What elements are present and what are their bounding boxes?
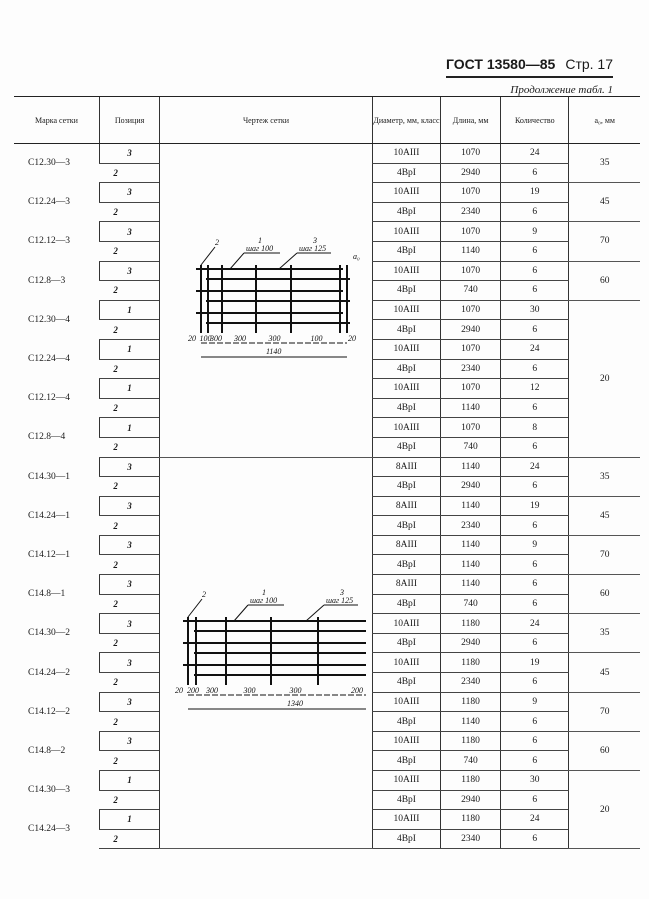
- diameter-cell: 4ВрI: [372, 751, 440, 771]
- diameter-cell: 10АIII: [372, 771, 440, 791]
- length-cell: 1180: [441, 692, 501, 712]
- dimension-label: 300: [243, 686, 256, 696]
- quantity-cell: 6: [501, 477, 569, 497]
- position-cell: 1: [99, 771, 159, 791]
- cover-cell: 35: [569, 144, 640, 183]
- length-cell: 1070: [441, 418, 501, 438]
- position-cell: 3: [99, 261, 159, 281]
- quantity-cell: 9: [501, 535, 569, 555]
- length-cell: 1180: [441, 771, 501, 791]
- column-header: Марка сетки: [14, 97, 99, 144]
- length-cell: 2940: [441, 633, 501, 653]
- position-cell: 3: [99, 575, 159, 595]
- length-cell: 740: [441, 751, 501, 771]
- position-cell: 2: [99, 633, 159, 653]
- dimension-label: 100: [199, 333, 212, 343]
- position-cell: 2: [99, 477, 159, 497]
- length-cell: 1140: [441, 496, 501, 516]
- position-cell: 3: [99, 614, 159, 634]
- mark-cell: С14.12—1: [28, 549, 70, 560]
- diameter-cell: 10АIII: [372, 183, 440, 203]
- diameter-cell: 8АIII: [372, 457, 440, 477]
- length-cell: 1180: [441, 653, 501, 673]
- position-cell: 2: [99, 163, 159, 183]
- quantity-cell: 6: [501, 712, 569, 732]
- length-cell: 1180: [441, 731, 501, 751]
- diameter-cell: 4ВрI: [372, 163, 440, 183]
- length-cell: 1070: [441, 261, 501, 281]
- quantity-cell: 19: [501, 183, 569, 203]
- length-cell: 2340: [441, 359, 501, 379]
- quantity-cell: 6: [501, 751, 569, 771]
- mark-cell: С12.24—4: [28, 354, 70, 365]
- mark-cell: С14.24—1: [28, 510, 70, 521]
- diameter-cell: 10АIII: [372, 144, 440, 164]
- position-cell: 2: [99, 359, 159, 379]
- quantity-cell: 6: [501, 320, 569, 340]
- dimension-label: 20: [175, 686, 184, 696]
- quantity-cell: 6: [501, 241, 569, 261]
- mesh-table: [14, 96, 640, 849]
- cover-cell: 45: [569, 183, 640, 222]
- position-cell: 3: [99, 183, 159, 203]
- position-cell: 3: [99, 144, 159, 164]
- diameter-cell: 4ВрI: [372, 673, 440, 693]
- quantity-cell: 6: [501, 261, 569, 281]
- mesh-drawing: [160, 457, 373, 849]
- cover-cell: 45: [569, 496, 640, 535]
- diameter-cell: 4ВрI: [372, 555, 440, 575]
- mark-cell: С14.30—2: [28, 628, 70, 639]
- table-continuation-note: Продолжение табл. 1: [510, 84, 613, 96]
- diameter-cell: 10АIII: [372, 418, 440, 438]
- position-cell: 2: [99, 594, 159, 614]
- cover-cell: 60: [569, 575, 640, 614]
- position-label: 3: [340, 588, 345, 598]
- length-cell: 1070: [441, 300, 501, 320]
- dimension-label: 200: [187, 686, 200, 696]
- cover-cell: 35: [569, 457, 640, 496]
- step-label: шаг 125: [326, 596, 354, 606]
- length-cell: 1180: [441, 614, 501, 634]
- standard-title: ГОСТ 13580—85: [445, 56, 556, 72]
- length-cell: 740: [441, 437, 501, 457]
- position-cell: 1: [99, 379, 159, 399]
- mark-cell: С14.24—3: [28, 824, 70, 835]
- position-cell: 2: [99, 555, 159, 575]
- position-cell: 1: [99, 339, 159, 359]
- diameter-cell: 4ВрI: [372, 398, 440, 418]
- position-cell: 2: [99, 712, 159, 732]
- table-header-row: [14, 97, 640, 144]
- position-cell: 2: [99, 281, 159, 301]
- position-cell: 1: [99, 418, 159, 438]
- position-cell: 1: [99, 300, 159, 320]
- mark-cell: С12.8—4: [28, 432, 66, 443]
- position-cell: 2: [99, 751, 159, 771]
- quantity-cell: 24: [501, 810, 569, 830]
- quantity-cell: 6: [501, 829, 569, 849]
- mark-cell: С14.24—2: [28, 667, 70, 678]
- diameter-cell: 10АIII: [372, 810, 440, 830]
- total-length-label: 1140: [266, 346, 282, 356]
- length-cell: 1140: [441, 555, 501, 575]
- diameter-cell: 4ВрI: [372, 790, 440, 810]
- diameter-cell: 4ВрI: [372, 516, 440, 536]
- diameter-cell: 10АIII: [372, 379, 440, 399]
- quantity-cell: 6: [501, 398, 569, 418]
- quantity-cell: 6: [501, 633, 569, 653]
- position-cell: 2: [99, 398, 159, 418]
- page-header: [446, 56, 613, 78]
- diameter-cell: 10АIII: [372, 692, 440, 712]
- mesh-drawing: [160, 144, 373, 458]
- cover-cell: 70: [569, 535, 640, 574]
- mark-cell: С12.30—3: [28, 158, 70, 169]
- length-cell: 2340: [441, 673, 501, 693]
- diameter-cell: 10АIII: [372, 731, 440, 751]
- diameter-cell: 4ВрI: [372, 241, 440, 261]
- position-cell: 1: [99, 810, 159, 830]
- quantity-cell: 6: [501, 575, 569, 595]
- quantity-cell: 6: [501, 437, 569, 457]
- dimension-label: 300: [210, 333, 223, 343]
- mark-cell: С14.12—2: [28, 706, 70, 717]
- length-cell: 2340: [441, 516, 501, 536]
- diameter-cell: 4ВрI: [372, 477, 440, 497]
- quantity-cell: 24: [501, 144, 569, 164]
- position-cell: 2: [99, 437, 159, 457]
- position-cell: 2: [99, 516, 159, 536]
- quantity-cell: 30: [501, 771, 569, 791]
- length-cell: 1140: [441, 241, 501, 261]
- position-cell: 2: [99, 320, 159, 340]
- column-header: a₀, мм: [569, 97, 640, 144]
- length-cell: 1140: [441, 712, 501, 732]
- diameter-cell: 4ВрI: [372, 712, 440, 732]
- position-cell: 2: [99, 202, 159, 222]
- length-cell: 1140: [441, 457, 501, 477]
- mark-cell: С14.30—1: [28, 471, 70, 482]
- length-cell: 2340: [441, 202, 501, 222]
- step-label: шаг 125: [299, 243, 327, 253]
- dimension-label: 20: [188, 333, 197, 343]
- position-label: 3: [313, 235, 318, 245]
- column-header: Диаметр, мм, класс: [372, 97, 440, 144]
- quantity-cell: 6: [501, 516, 569, 536]
- length-cell: 1070: [441, 339, 501, 359]
- quantity-cell: 6: [501, 731, 569, 751]
- quantity-cell: 30: [501, 300, 569, 320]
- cover-cell: 20: [569, 300, 640, 457]
- position-cell: 3: [99, 496, 159, 516]
- quantity-cell: 6: [501, 673, 569, 693]
- position-cell: 2: [99, 241, 159, 261]
- step-label: шаг 100: [246, 243, 274, 253]
- length-cell: 1140: [441, 398, 501, 418]
- diameter-cell: 4ВрI: [372, 829, 440, 849]
- length-cell: 2940: [441, 477, 501, 497]
- mark-cell: С14.8—2: [28, 745, 66, 756]
- dimension-label: 300: [268, 333, 281, 343]
- diameter-cell: 4ВрI: [372, 281, 440, 301]
- position-cell: 2: [99, 829, 159, 849]
- diameter-cell: 4ВрI: [372, 202, 440, 222]
- mark-cell: С12.8—3: [28, 275, 66, 286]
- table-row: [14, 144, 640, 164]
- quantity-cell: 12: [501, 379, 569, 399]
- diameter-cell: 10АIII: [372, 653, 440, 673]
- position-cell: 3: [99, 731, 159, 751]
- mark-cell: С12.12—4: [28, 393, 70, 404]
- length-cell: 1180: [441, 810, 501, 830]
- quantity-cell: 8: [501, 418, 569, 438]
- quantity-cell: 9: [501, 692, 569, 712]
- column-header: Позиция: [99, 97, 159, 144]
- cover-cell: 20: [569, 771, 640, 849]
- page-number: Стр. 17: [565, 56, 613, 72]
- diameter-cell: 4ВрI: [372, 437, 440, 457]
- dimension-label: 300: [234, 333, 247, 343]
- cover-cell: 70: [569, 222, 640, 261]
- position-label: 2: [215, 237, 220, 247]
- cover-cell: 70: [569, 692, 640, 731]
- cover-cell: 60: [569, 731, 640, 770]
- quantity-cell: 6: [501, 163, 569, 183]
- quantity-cell: 9: [501, 222, 569, 242]
- quantity-cell: 24: [501, 457, 569, 477]
- quantity-cell: 6: [501, 790, 569, 810]
- position-cell: 2: [99, 673, 159, 693]
- position-cell: 3: [99, 653, 159, 673]
- diameter-cell: 8АIII: [372, 535, 440, 555]
- mark-cell: С14.30—3: [28, 785, 70, 796]
- quantity-cell: 19: [501, 496, 569, 516]
- total-length-label: 1340: [287, 699, 304, 709]
- diameter-cell: 8АIII: [372, 575, 440, 595]
- dimension-label: 20: [348, 333, 357, 343]
- length-cell: 1140: [441, 535, 501, 555]
- diameter-cell: 10АIII: [372, 300, 440, 320]
- diameter-cell: 4ВрI: [372, 359, 440, 379]
- length-cell: 1140: [441, 575, 501, 595]
- dimension-label: 100: [310, 333, 323, 343]
- length-cell: 740: [441, 281, 501, 301]
- column-header: Количество: [501, 97, 569, 144]
- position-cell: 3: [99, 692, 159, 712]
- mark-cell: С12.12—3: [28, 236, 70, 247]
- dimension-label: 200: [351, 686, 364, 696]
- quantity-cell: 6: [501, 202, 569, 222]
- position-cell: 2: [99, 790, 159, 810]
- cover-cell: 35: [569, 614, 640, 653]
- quantity-cell: 24: [501, 614, 569, 634]
- diameter-cell: 10АIII: [372, 614, 440, 634]
- table-row: [14, 457, 640, 477]
- length-cell: 1070: [441, 222, 501, 242]
- position-cell: 3: [99, 222, 159, 242]
- length-cell: 1070: [441, 183, 501, 203]
- diameter-cell: 4ВрI: [372, 633, 440, 653]
- position-cell: 3: [99, 457, 159, 477]
- length-cell: 740: [441, 594, 501, 614]
- diameter-cell: 10АIII: [372, 339, 440, 359]
- column-header: Длина, мм: [441, 97, 501, 144]
- cover-label: a₀: [353, 251, 360, 261]
- length-cell: 2940: [441, 320, 501, 340]
- cover-cell: 60: [569, 261, 640, 300]
- diameter-cell: 4ВрI: [372, 594, 440, 614]
- mark-cell: С12.24—3: [28, 197, 70, 208]
- mark-cell: С14.8—1: [28, 589, 66, 600]
- position-label: 1: [258, 235, 263, 245]
- column-header: Чертеж сетки: [160, 97, 373, 144]
- diameter-cell: 10АIII: [372, 222, 440, 242]
- quantity-cell: 24: [501, 339, 569, 359]
- dimension-label: 300: [206, 686, 219, 696]
- diameter-cell: 4ВрI: [372, 320, 440, 340]
- quantity-cell: 6: [501, 281, 569, 301]
- length-cell: 1070: [441, 144, 501, 164]
- diameter-cell: 8АIII: [372, 496, 440, 516]
- length-cell: 2940: [441, 790, 501, 810]
- length-cell: 2340: [441, 829, 501, 849]
- length-cell: 2940: [441, 163, 501, 183]
- position-cell: 3: [99, 535, 159, 555]
- quantity-cell: 19: [501, 653, 569, 673]
- quantity-cell: 6: [501, 594, 569, 614]
- cover-cell: 45: [569, 653, 640, 692]
- step-label: шаг 100: [250, 596, 278, 606]
- mark-cell: С12.30—4: [28, 314, 70, 325]
- length-cell: 1070: [441, 379, 501, 399]
- position-label: 2: [202, 590, 207, 600]
- quantity-cell: 6: [501, 359, 569, 379]
- position-label: 1: [262, 588, 267, 598]
- diameter-cell: 10АIII: [372, 261, 440, 281]
- quantity-cell: 6: [501, 555, 569, 575]
- dimension-label: 300: [289, 686, 302, 696]
